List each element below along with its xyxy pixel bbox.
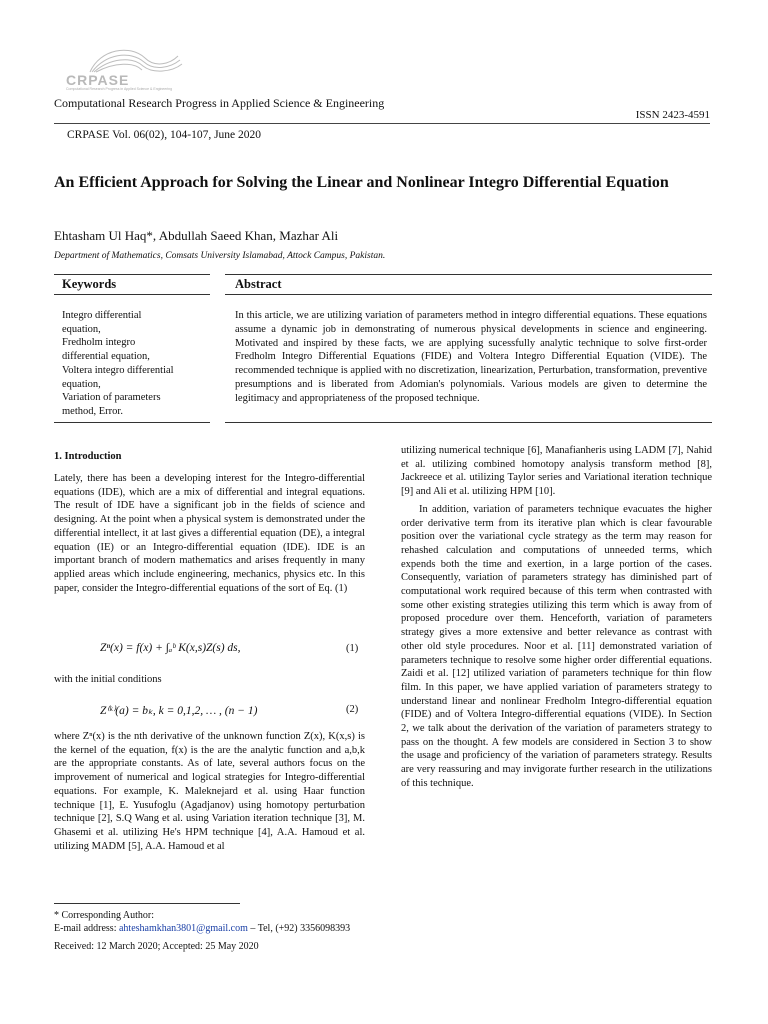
keyword-line: equation, bbox=[62, 323, 101, 335]
keyword-line: Variation of parameters bbox=[62, 392, 161, 404]
footnote-rule bbox=[54, 903, 240, 904]
logo-text: CRPASE bbox=[66, 72, 130, 88]
abstract-rule-mid bbox=[225, 294, 712, 295]
keyword-line: method, Error. bbox=[62, 405, 123, 417]
initial-conditions-text: with the initial conditions bbox=[54, 674, 162, 685]
keyword-line: Voltera integro differential bbox=[62, 364, 174, 376]
abstract-rule-bottom bbox=[225, 422, 712, 423]
keywords-rule-top bbox=[54, 274, 210, 275]
issn: ISSN 2423-4591 bbox=[635, 109, 710, 121]
keyword-line: equation, bbox=[62, 378, 101, 390]
header-rule bbox=[54, 123, 710, 124]
equation-2: Z⁽ᵏ⁾(a) = bₖ, k = 0,1,2, … , (n − 1) bbox=[100, 705, 258, 717]
contact-line bbox=[54, 923, 350, 934]
keywords-heading: Keywords bbox=[62, 277, 117, 291]
logo-subtext: Computational Research Progress in Applied Science & Engineering bbox=[66, 87, 173, 91]
affiliation: Department of Mathematics, Comsats University Islamabad, Attock Campus, Pakistan. bbox=[54, 251, 386, 261]
email-label: E-mail address: bbox=[54, 923, 119, 934]
volume-line: CRPASE Vol. 06(02), 104-107, June 2020 bbox=[67, 129, 262, 141]
telephone: – Tel, (+92) 3356098393 bbox=[247, 923, 351, 934]
keyword-line: Integro differential bbox=[62, 310, 142, 321]
abstract-heading: Abstract bbox=[235, 277, 282, 291]
keywords-list bbox=[62, 309, 212, 419]
keywords-rule-bottom bbox=[54, 422, 210, 423]
keyword-line: Fredholm integro bbox=[62, 337, 136, 349]
article-title: An Efficient Approach for Solving the Linear and Nonlinear Integro Differential Equation bbox=[54, 174, 669, 191]
left-paragraph-2 bbox=[54, 730, 365, 853]
section-heading: 1. Introduction bbox=[54, 451, 122, 462]
paragraph-text: Lately, there has been a developing interest for the Integro-differential equations (IDE), which are a mix of differential and integral equations. The result of IDE have a significant job in the fields of science and designing. At the point when a physical system is demonstrated under the differential intellect, it at last gives a differential equation (DE), a integral equation (IE) or an Integro-differential equation (IDE). IDE is an important branch of modern mathematics and arises frequently in many applied areas which include engineering, mechanics, physics etc. In this paper, consider the Integro-differential equations of the sort of Eq. (1) bbox=[54, 473, 365, 594]
received-dates: Received: 12 March 2020; Accepted: 25 May 2020 bbox=[54, 941, 259, 952]
keywords-rule-mid bbox=[54, 294, 210, 295]
equation-2-number: (2) bbox=[346, 704, 359, 715]
right-paragraph-2: In addition, variation of parameters technique evacuates the higher order derivative term from its iterative plan which is clear favourable position over the variational cycle strategy as the term may reason for rehashed calculation and computations of unneeded terms, which expends both the time and exertion, in a large portion of the cases. Consequently, variation of parameters strategy has diminished part of computational work required because of this term when contrasted with some other existing strategies utilizing this term which is away from of proposed procedure over them. Henceforth, variation of parameters strategy gives a more extensive and better relevance as contrast with other old style procedures. Noor et al. [11] demonstrated variation of parameters technique to resolve some higher order differential equations. Zaidi et al. [12] utilized variation of parameters technique for thin flow film. In this paper, we have applied variation of parameters strategy to understand linear and nonlinear Fredholm Integro-differential equation (FIDE) and of Voltera Integro-differential equations (VIDE). In Section 2, we talk about the derivation of the variation of parameters strategy to pass on the thought. A few models are considered in Section 3 to show the usage and proficiency of the variation of parameters strategy. Results are very reassuring and may invigorate further research in the utilizations of this technique. bbox=[401, 503, 712, 789]
paragraph-text: where Zⁿ(x) is the nth derivative of the unknown function Z(x), K(x,s) is the kernel of the equation, f(x) is the are the analytic function and a,b,k are the appropriate constants. As of late, several authors focus on the improvement of numerical and logical strategies for Integro-differential equations. For example, K. Maleknejard et al. using Haar function technique [1], E. Yusufoglu (Agadjanov) using homotopy perturbation technique [2], S.Q Wang et al. using Variation iteration technique [3], M. Ghasemi et al. utilizing He's HPM technique [4], A.A. Hamoud et al. utilizing MADM [5], A.A. Hamoud et al bbox=[54, 731, 365, 852]
abstract-text: In this article, we are utilizing variation of parameters method in integro differential equations. These equations assume a dynamic job in demonstrating of numerous physical developments in science and engineering. Motivated and inspired by these facts, we are applying sucessfully analytic technique to solve first-order Fredholm Integro Differential Equations (FIDE) and Voltera Integro Differential Equation (VIDE). The recommended technique is applied with no discretization, linearization, Perturbation, transformation, preventive presumptions and is liberated from Adomian's polynomials. Various models are given to determine the legitimacy and appropriateness of the proposed technique. bbox=[235, 310, 707, 404]
right-paragraph-1: utilizing numerical technique [6], Manafianheris using LADM [7], Nahid et al. utilizing combined homotopy analysis transform method [8], Jackreece et al. utilizing Taylor series and Variational iteration technique [9] and Ali et al. utilizing HPM [10]. bbox=[401, 445, 712, 498]
right-column bbox=[401, 444, 712, 791]
corresponding-author: * Corresponding Author: bbox=[54, 910, 154, 921]
email-link[interactable]: ahteshamkhan3801@gmail.com bbox=[118, 923, 248, 934]
equation-1: Zⁿ(x) = f(x) + ∫ₐᵇ K(x,s)Z(s) ds, bbox=[100, 642, 241, 654]
abstract-rule-top bbox=[225, 274, 712, 275]
authors: Ehtasham Ul Haq*, Abdullah Saeed Khan, Mazhar Ali bbox=[54, 228, 339, 243]
equation-1-number: (1) bbox=[346, 643, 359, 654]
left-paragraph-1 bbox=[54, 472, 365, 595]
keyword-line: differential equation, bbox=[62, 351, 150, 363]
journal-name: Computational Research Progress in Applied Science & Engineering bbox=[54, 96, 385, 110]
